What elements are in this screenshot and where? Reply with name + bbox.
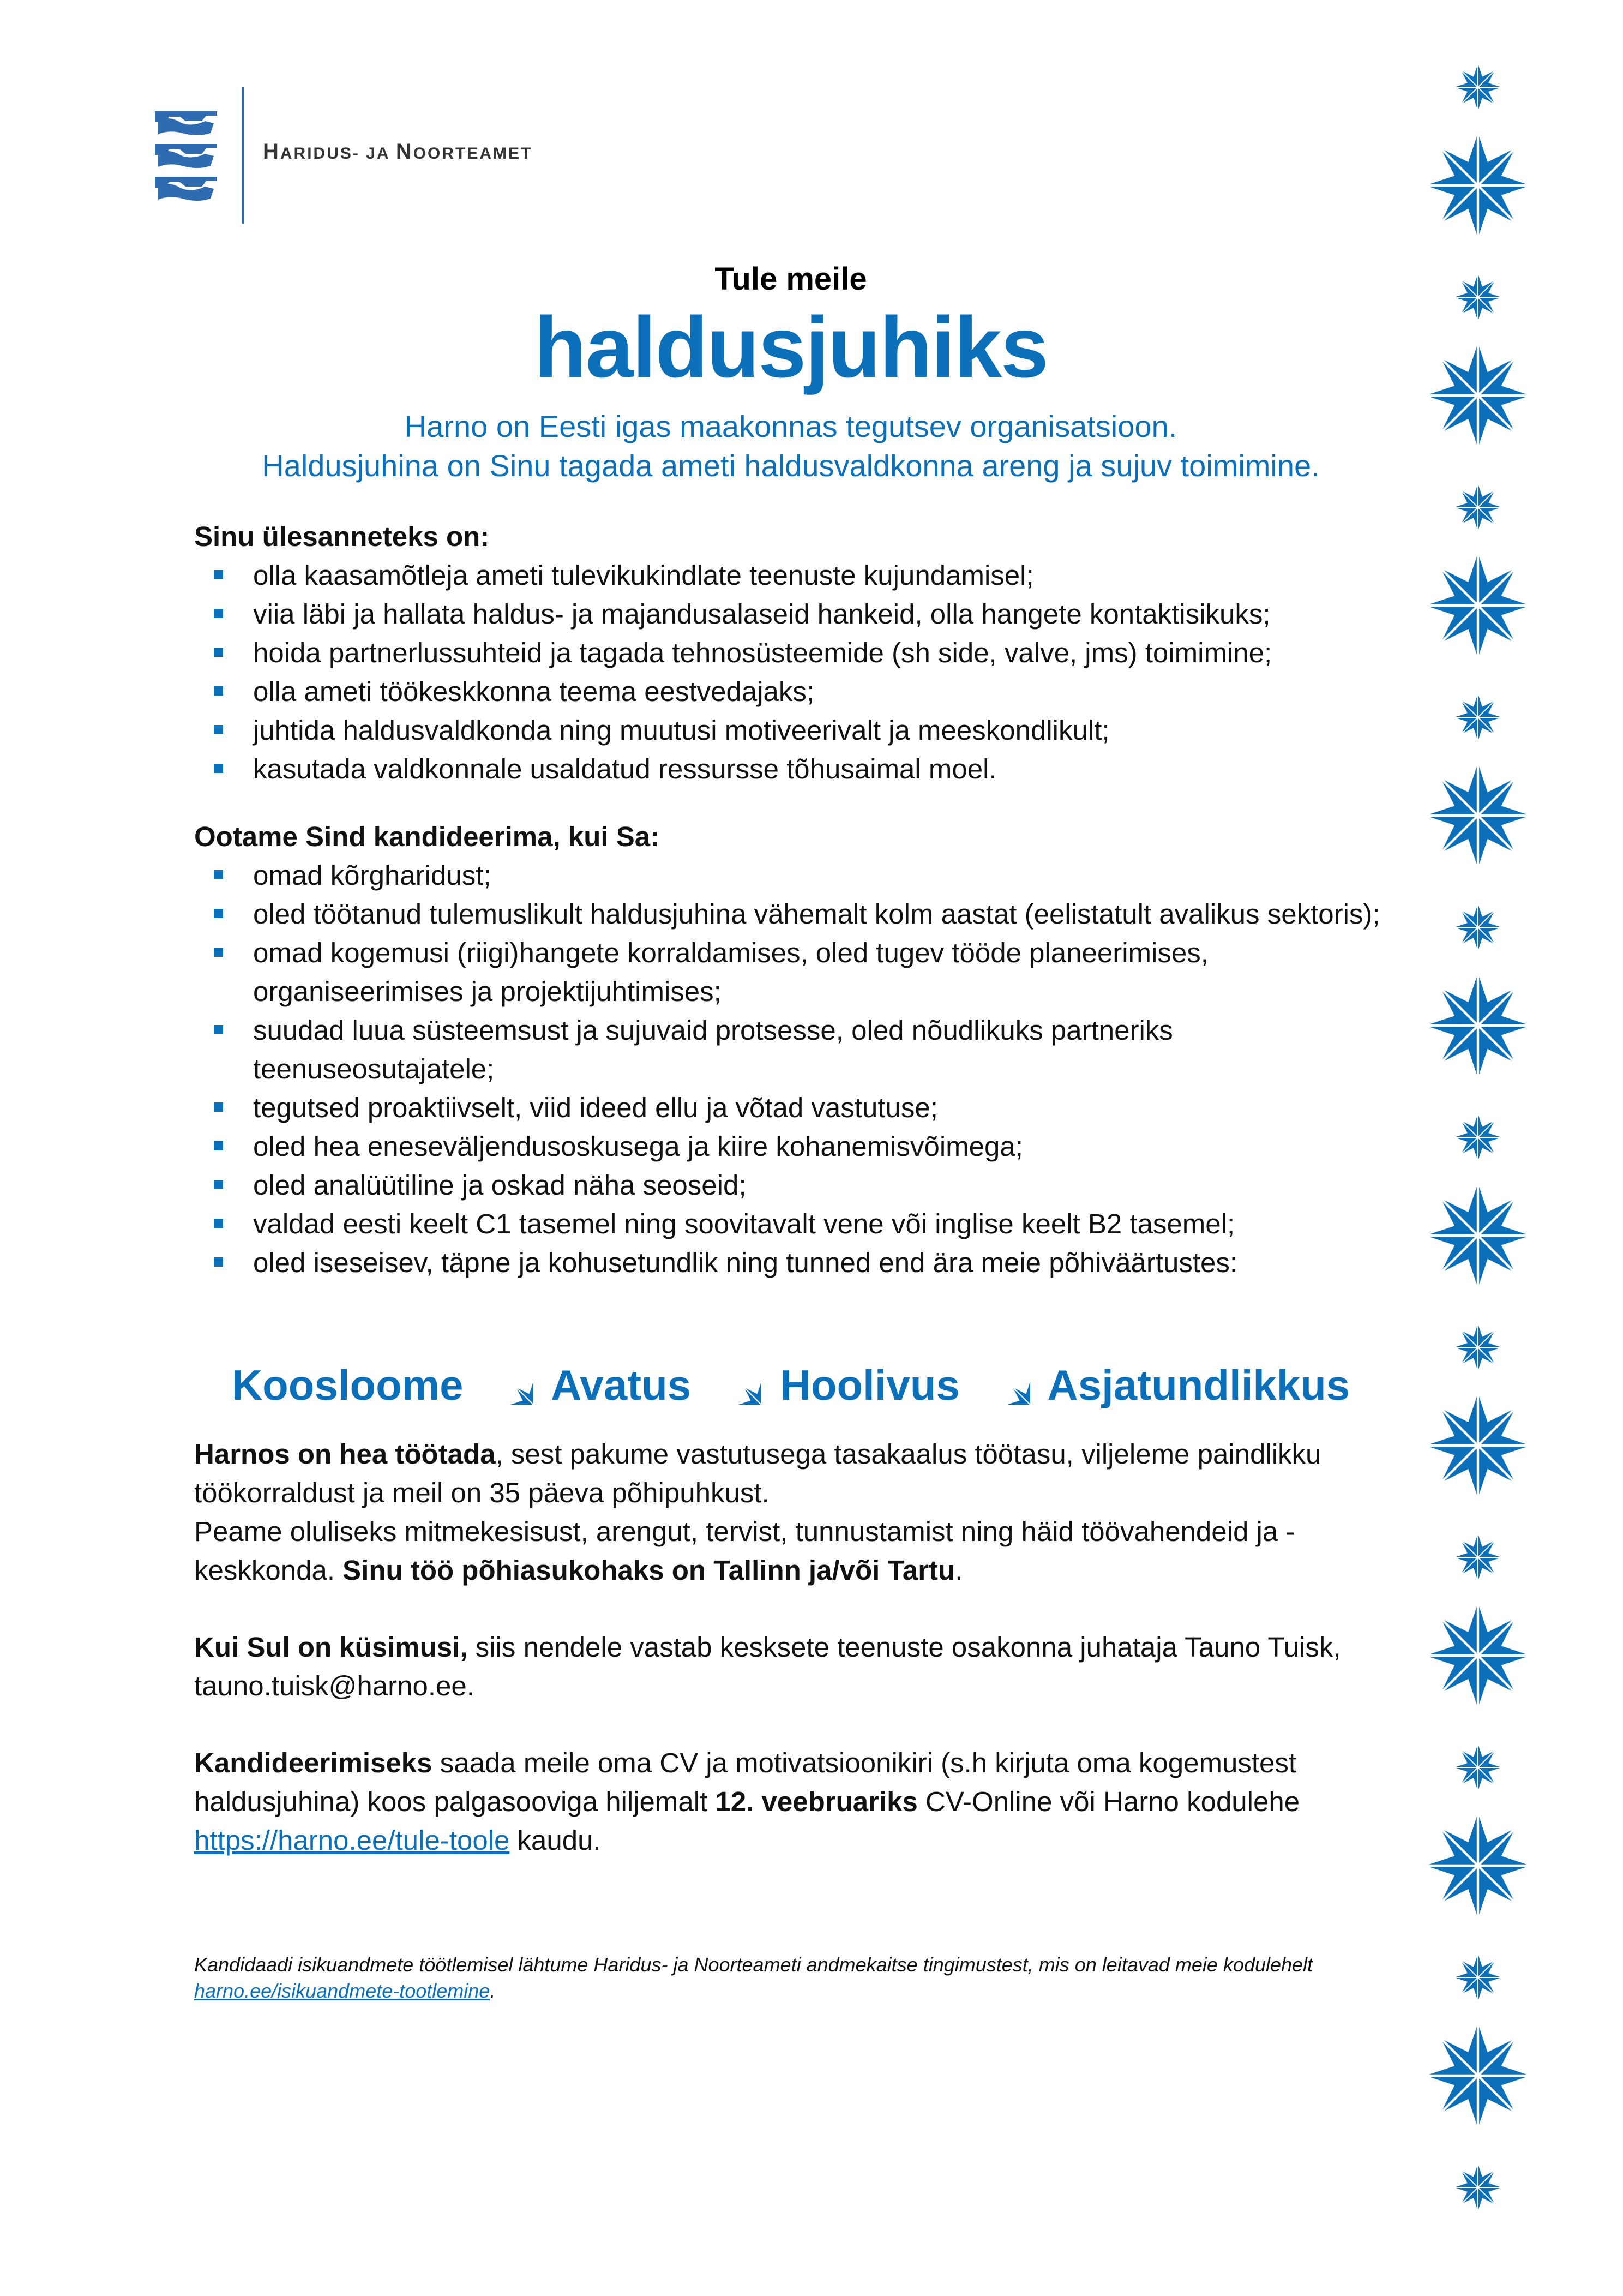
value-asjatundlikkus: Asjatundlikkus bbox=[1047, 1361, 1350, 1409]
privacy-footnote bbox=[194, 1952, 1339, 2004]
estonian-star-icon bbox=[1454, 1114, 1501, 1161]
estonian-star-icon bbox=[1426, 133, 1530, 238]
apply-paragraph bbox=[194, 1743, 1421, 1860]
value-avatus: Avatus bbox=[550, 1361, 692, 1409]
list-item: kasutada valdkonnale usaldatud ressursse tõhusaimal moel. bbox=[194, 750, 1421, 788]
estonian-star-icon bbox=[1454, 1744, 1501, 1791]
logo-wordmark: HARIDUS- JA NOORTEAMET bbox=[263, 140, 533, 164]
list-item: omad kogemusi (riigi)hangete korraldamises, oled tugev tööde planeerimises, organiseerimises ja projektijuhtimises; bbox=[194, 933, 1421, 1011]
intro-line: Haldusjuhina on Sinu tagada ameti haldusvaldkonna areng ja sujuv toimimine. bbox=[262, 448, 1320, 483]
requirements-section bbox=[194, 817, 1421, 1282]
footnote-end: . bbox=[490, 1980, 496, 2002]
value-koosloome: Koosloome bbox=[231, 1361, 464, 1409]
intro bbox=[131, 407, 1451, 485]
list-item: oled töötanud tulemuslikult haldusjuhina vähemalt kolm aastat (eelistatult avalikus sektoris); bbox=[194, 895, 1421, 933]
estonian-star-icon bbox=[1454, 484, 1501, 531]
estonian-star-icon bbox=[1426, 1813, 1530, 1918]
estonian-star-icon bbox=[1426, 763, 1530, 868]
benefits-lead: Harnos on hea töötada bbox=[194, 1438, 496, 1470]
estonian-star-icon bbox=[1426, 1183, 1530, 1288]
estonian-star-icon bbox=[1426, 343, 1530, 448]
page-title: haldusjuhiks bbox=[534, 299, 1048, 395]
estonian-star-icon bbox=[482, 1353, 534, 1405]
estonian-star-icon bbox=[1454, 274, 1501, 321]
list-item: valdad eesti keelt C1 tasemel ning soovitavalt vene või inglise keelt B2 tasemel; bbox=[194, 1204, 1421, 1243]
value-hoolivus: Hoolivus bbox=[780, 1361, 960, 1409]
estonian-star-icon bbox=[1454, 694, 1501, 741]
requirements-title: Ootame Sind kandideerima, kui Sa: bbox=[194, 821, 660, 852]
list-item: suudad luua süsteemsust ja sujuvaid protsesse, oled nõudlikuks partneriks teenuseosutajatele; bbox=[194, 1011, 1421, 1088]
estonian-star-icon bbox=[1426, 2023, 1530, 2128]
estonian-star-icon bbox=[1454, 1324, 1501, 1371]
logo bbox=[151, 87, 598, 229]
core-values bbox=[131, 1353, 1451, 1410]
list-item: tegutsed proaktiivselt, viid ideed ellu ja võtad vastutuse; bbox=[194, 1088, 1421, 1127]
work-location: Sinu töö põhiasukohaks on Tallinn ja/või Tartu bbox=[342, 1555, 955, 1586]
estonian-star-icon bbox=[1426, 973, 1530, 1078]
estonian-star-icon bbox=[1454, 2164, 1501, 2211]
list-item: oled iseseisev, täpne ja kohusetundlik ning tunned end ära meie põhiväärtustes: bbox=[194, 1243, 1421, 1282]
estonian-star-icon bbox=[1454, 64, 1501, 111]
list-item: juhtida haldusvaldkonda ning muutusi motiveerivalt ja meeskondlikult; bbox=[194, 711, 1421, 750]
estonian-star-icon bbox=[1454, 1534, 1501, 1581]
apply-link[interactable]: https://harno.ee/tule-toole bbox=[194, 1825, 510, 1856]
estonian-star-icon bbox=[1426, 553, 1530, 658]
ornament-column bbox=[1418, 0, 1538, 2296]
duties-section bbox=[194, 517, 1421, 788]
apply-text: kaudu. bbox=[509, 1825, 601, 1856]
apply-text: CV-Online või Harno kodulehe bbox=[917, 1786, 1300, 1817]
three-lions-crest-icon bbox=[151, 104, 221, 207]
questions-lead: Kui Sul on küsimusi, bbox=[194, 1632, 468, 1663]
questions-paragraph bbox=[194, 1628, 1421, 1705]
apply-text: saada meile oma CV ja motivatsioonikiri (s.h kirjuta oma kogemustest haldusjuhina) koos palgasooviga hiljemalt bbox=[194, 1747, 1297, 1817]
estonian-star-icon bbox=[978, 1353, 1031, 1405]
list-item: olla kaasamõtleja ameti tulevikukindlate teenuste kujundamisel; bbox=[194, 556, 1421, 595]
estonian-star-icon bbox=[1454, 904, 1501, 951]
benefits-values-text: Peame oluliseks mitmekesisust, arengut, tervist, tunnustamist ning häid töövahendeid ja -keskkonda. bbox=[194, 1516, 1295, 1586]
list-item: omad kõrgharidust; bbox=[194, 856, 1421, 895]
privacy-link[interactable]: harno.ee/isikuandmete-tootlemine bbox=[194, 1980, 490, 2002]
footnote-text: Kandidaadi isikuandmete töötlemisel lähtume Haridus- ja Noorteameti andmekaitse tingimustest, mis on leitavad meie kodulehelt bbox=[194, 1953, 1313, 1976]
duties-list bbox=[194, 556, 1421, 788]
estonian-star-icon bbox=[1454, 1954, 1501, 2001]
estonian-star-icon bbox=[1426, 1603, 1530, 1708]
benefits-text: , sest pakume vastutusega tasakaalus töötasu, viljeleme paindlikku töökorraldust ja meil on 35 päeva põhipuhkust. bbox=[194, 1438, 1321, 1508]
list-item: hoida partnerlussuhteid ja tagada tehnosüsteemide (sh side, valve, jms) toimimine; bbox=[194, 633, 1421, 672]
list-item: viia läbi ja hallata haldus- ja majandusalaseid hankeid, olla hangete kontaktisikuks; bbox=[194, 595, 1421, 633]
list-item: oled hea eneseväljendusoskusega ja kiire kohanemisvõimega; bbox=[194, 1127, 1421, 1166]
period: . bbox=[955, 1555, 963, 1586]
kicker: Tule meile bbox=[714, 261, 867, 297]
list-item: oled analüütiline ja oskad näha seoseid; bbox=[194, 1166, 1421, 1204]
list-item: olla ameti töökeskkonna teema eestvedajaks; bbox=[194, 672, 1421, 711]
duties-title: Sinu ülesanneteks on: bbox=[194, 521, 490, 552]
apply-lead: Kandideerimiseks bbox=[194, 1747, 432, 1778]
intro-line: Harno on Eesti igas maakonnas tegutsev organisatsioon. bbox=[404, 409, 1177, 443]
requirements-list bbox=[194, 856, 1421, 1282]
estonian-star-icon bbox=[1426, 1393, 1530, 1498]
logo-divider bbox=[242, 87, 244, 224]
benefits-paragraph bbox=[194, 1435, 1421, 1590]
estonian-star-icon bbox=[710, 1353, 762, 1405]
deadline: 12. veebruariks bbox=[715, 1786, 918, 1817]
questions-text: siis nendele vastab kesksete teenuste osakonna juhataja Tauno Tuisk, tauno.tuisk@harno.ee. bbox=[194, 1632, 1341, 1701]
